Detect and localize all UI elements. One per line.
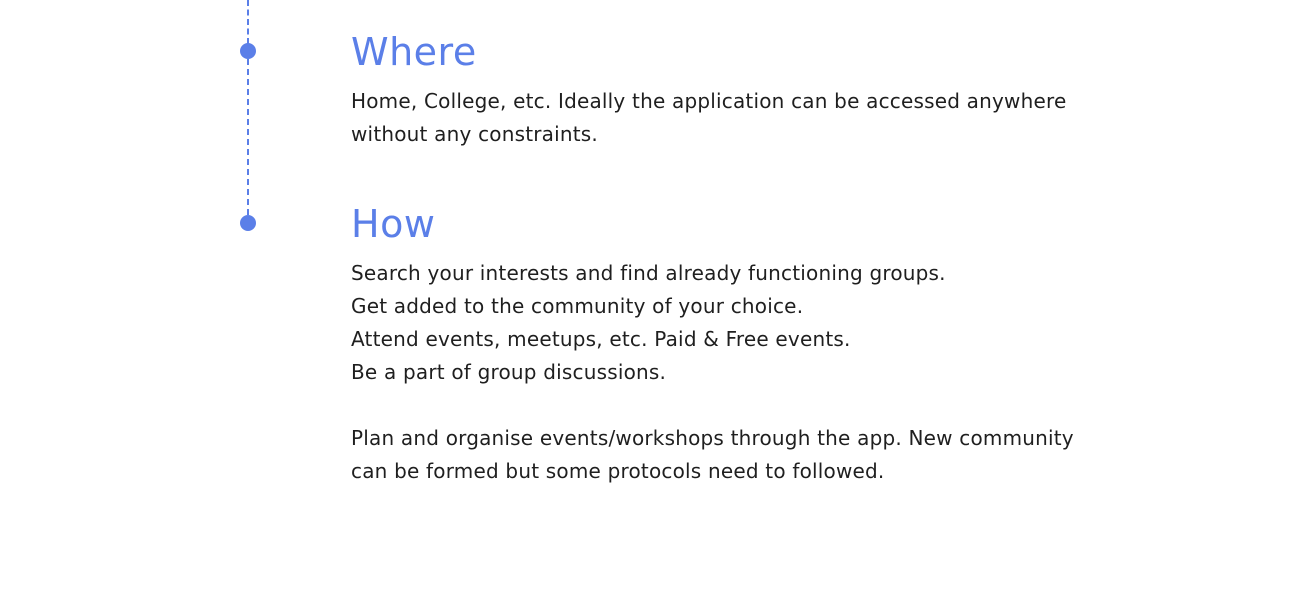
where-section [351,27,1111,151]
how-step: Search your interests and find already functioning groups. [351,261,946,285]
where-heading: Where [351,30,477,74]
how-steps-list [351,257,1111,389]
timeline-dot-where [240,43,256,59]
how-paragraph: Plan and organise events/workshops through the app. New community can be formed but some protocols need to followed. [351,426,1074,483]
how-step: Get added to the community of your choice. [351,294,804,318]
timeline-connector-middle [247,59,249,215]
how-section [351,199,1111,488]
where-body: Home, College, etc. Ideally the application can be accessed anywhere without any constraints. [351,89,1067,146]
how-step: Be a part of group discussions. [351,360,667,384]
how-heading: How [351,202,436,246]
timeline-dot-how [240,215,256,231]
how-step: Attend events, meetups, etc. Paid & Free events. [351,327,851,351]
timeline-connector-top [247,0,249,44]
